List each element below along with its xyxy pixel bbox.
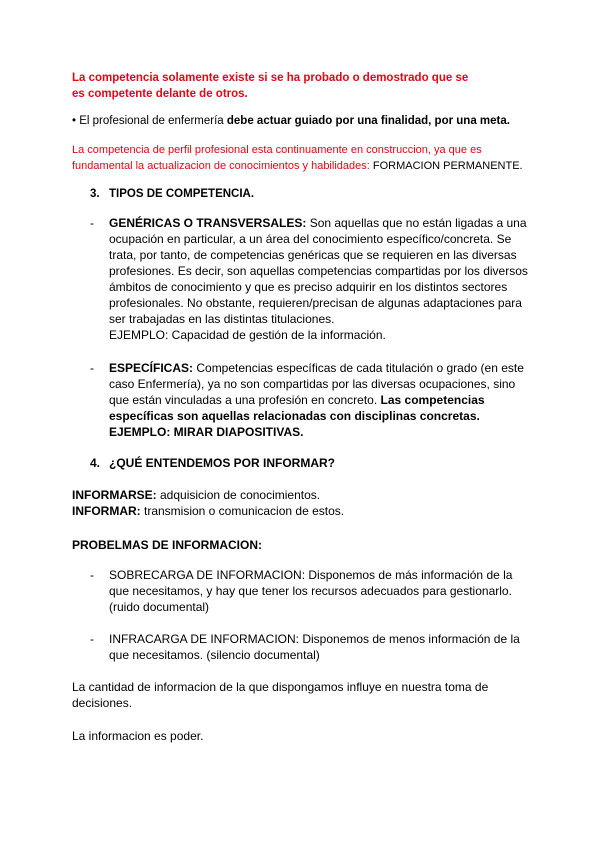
list-dash: - <box>90 361 94 375</box>
closing-statement: La informacion es poder. <box>72 729 204 743</box>
section-4-title: ¿QUÉ ENTENDEMOS POR INFORMAR? <box>109 456 336 470</box>
intro-statement-text: La competencia solamente existe si se ha probado o demostrado que se es competente delante de otros. <box>72 72 469 100</box>
section-3-title: TIPOS DE COMPETENCIA. <box>109 188 255 200</box>
list-item-genericas <box>109 215 529 343</box>
list-item-infracarga: INFRACARGA DE INFORMACION: Disponemos de menos información de la que necesitamos. (silencio documental) <box>109 632 520 662</box>
definition-term: INFORMARSE: <box>72 488 157 502</box>
section-3-number: 3. <box>90 188 100 200</box>
list-dash: - <box>90 632 94 646</box>
list-dash: - <box>90 568 94 582</box>
problems-heading: PROBELMAS DE INFORMACION: <box>72 538 262 552</box>
item-label: ESPECÍFICAS: <box>109 361 194 375</box>
intro-paragraph-red: La competencia de perfil profesional esta continuamente en construccion, ya que es fundamental la actualizacion de conocimientos y habilidades: <box>72 144 482 172</box>
section-4-number: 4. <box>90 456 101 470</box>
definition-text: transmision o comunicacion de estos. <box>140 504 345 518</box>
list-item-especificas <box>109 360 529 440</box>
intro-paragraph <box>72 142 542 174</box>
intro-paragraph-tail: FORMACION PERMANENTE. <box>372 160 523 172</box>
definition-term: INFORMAR: <box>72 504 141 518</box>
item-example: EJEMPLO: MIRAR DIAPOSITIVAS. <box>109 425 304 439</box>
item-text: Competencias específicas de cada titulación o grado (en este caso Enfermería), ya no son compartidas por las diversas ocupaciones, sino que están vinculadas a una profesión en concreto. <box>109 361 524 407</box>
item-label: GENÉRICAS O TRANSVERSALES: <box>109 216 307 230</box>
definition-informar <box>72 503 542 519</box>
closing-paragraph: La cantidad de informacion de la que dispongamos influye en nuestra toma de decisiones. <box>72 680 489 710</box>
intro-bullet <box>72 113 542 129</box>
intro-statement <box>72 70 472 102</box>
list-dash: - <box>90 216 94 230</box>
definition-text: adquisicion de conocimientos. <box>156 488 321 502</box>
list-item-sobrecarga: SOBRECARGA DE INFORMACION: Disponemos de más información de la que necesitamos, y hay que tener los recursos adecuados para gestionarlo. (ruido documental) <box>109 568 513 614</box>
intro-bullet-prefix: • El profesional de enfermería <box>72 115 227 127</box>
intro-bullet-bold: debe actuar guiado por una finalidad, por una meta. <box>226 115 510 127</box>
item-text: Son aquellas que no están ligadas a una ocupación en particular, a un área del conocimiento específico/concreta. Se trata, por tanto, de competencias genéricas que se requieren en las diversas profesiones. Es decir, son aquellas competencias compartidas por los diversos ámbitos de conocimiento y que es preciso adquirir en los distintos sectores profesionales. No obstante, requieren/precisan de algunas adaptaciones para ser trabajadas en las distintas titulaciones. <box>109 216 528 326</box>
item-example: EJEMPLO: Capacidad de gestión de la información. <box>109 328 386 342</box>
definition-informarse <box>72 487 542 503</box>
item-bold-tail: Las competencias específicas son aquellas relacionadas con disciplinas concretas. <box>109 393 485 423</box>
